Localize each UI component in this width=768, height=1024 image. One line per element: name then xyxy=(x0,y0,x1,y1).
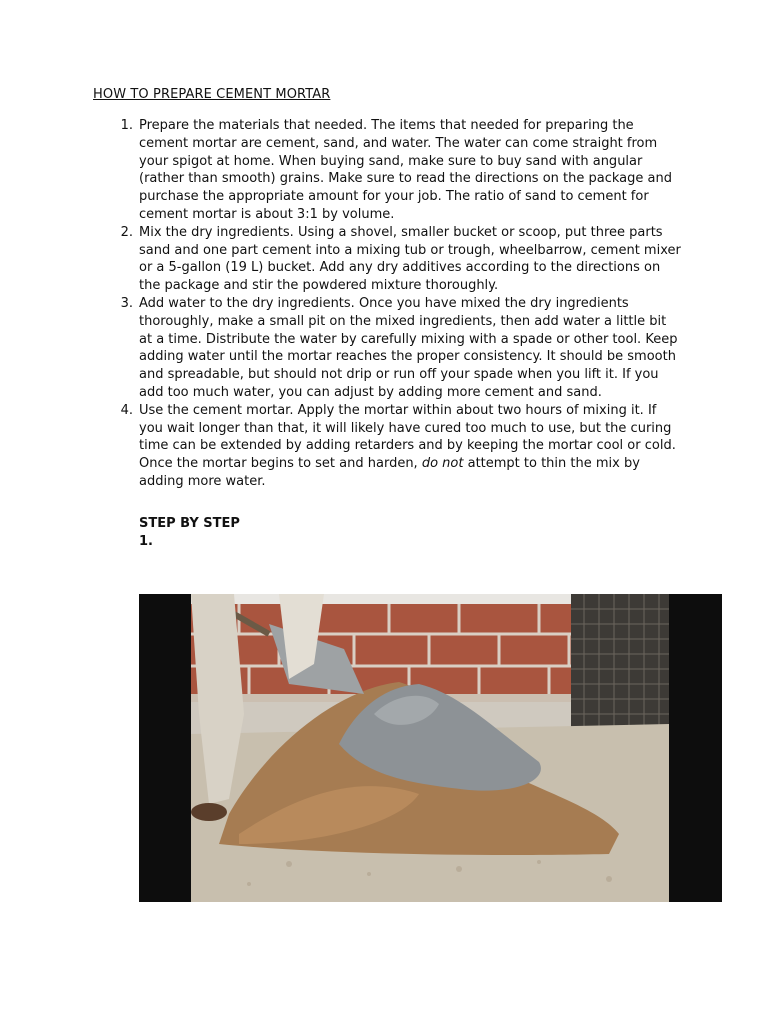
page-title: HOW TO PREPARE CEMENT MORTAR xyxy=(93,87,331,102)
instruction-list xyxy=(113,117,683,491)
list-item xyxy=(113,224,683,295)
subheading: STEP BY STEP xyxy=(139,516,240,531)
step-number: 4. xyxy=(120,402,133,418)
scene xyxy=(191,594,669,902)
list-item xyxy=(113,402,683,491)
step-number: 3. xyxy=(120,295,133,311)
step-by-step-heading xyxy=(139,515,240,551)
step-text-end: attempt to thin the mix by adding more water. xyxy=(139,456,640,489)
substep-number: 1. xyxy=(139,533,153,549)
step-text: Add water to the dry ingredients. Once you have mixed the dry ingredients thoroughly, make a small pit on the mixed ingredients, then add water a little bit at a time. Distribute the water by carefully mixing with a spade or other tool. Keep adding water until the mortar reaches the proper consistency. It should be smooth and spreadable, but should not drip or run off your spade when you lift it. If you add too much water, you can adjust by adding more cement and sand. xyxy=(139,295,678,400)
step-text: Mix the dry ingredients. Using a shovel, smaller bucket or scoop, put three parts sand and one part cement into a mixing tub or trough, wheelbarrow, cement mixer or a 5-gallon (19 L) bucket. Add any dry additives according to the directions on the package and stir the powdered mixture thoroughly. xyxy=(139,224,681,294)
step-photo xyxy=(139,594,722,902)
step-text: Prepare the materials that needed. The items that needed for preparing the cement mortar are cement, sand, and water. The water can come straight from your spigot at home. When buying sand, make sure to buy sand with angular (rather than smooth) grains. Make sure to read the directions on the package and purchase the appropriate amount for your job. The ratio of sand to cement for cement mortar is about 3:1 by volume. xyxy=(139,118,672,222)
emphasis-text: do not xyxy=(421,456,464,472)
wire-mesh xyxy=(571,594,669,736)
mixing-pile-illustration xyxy=(139,594,722,902)
sandal xyxy=(191,803,227,821)
step-text xyxy=(139,402,683,491)
step-text-start: Use the cement mortar. Apply the mortar within about two hours of mixing it. If you wait longer than that, it will likely have cured too much to use, but the curing time can be extended by adding retarders and by keeping the mortar cool or cold. Once the mortar begins to set and harden, xyxy=(139,402,676,472)
list-item xyxy=(113,117,683,224)
list-item xyxy=(113,295,683,402)
step-number: 2. xyxy=(120,224,133,240)
step-number: 1. xyxy=(120,118,133,133)
